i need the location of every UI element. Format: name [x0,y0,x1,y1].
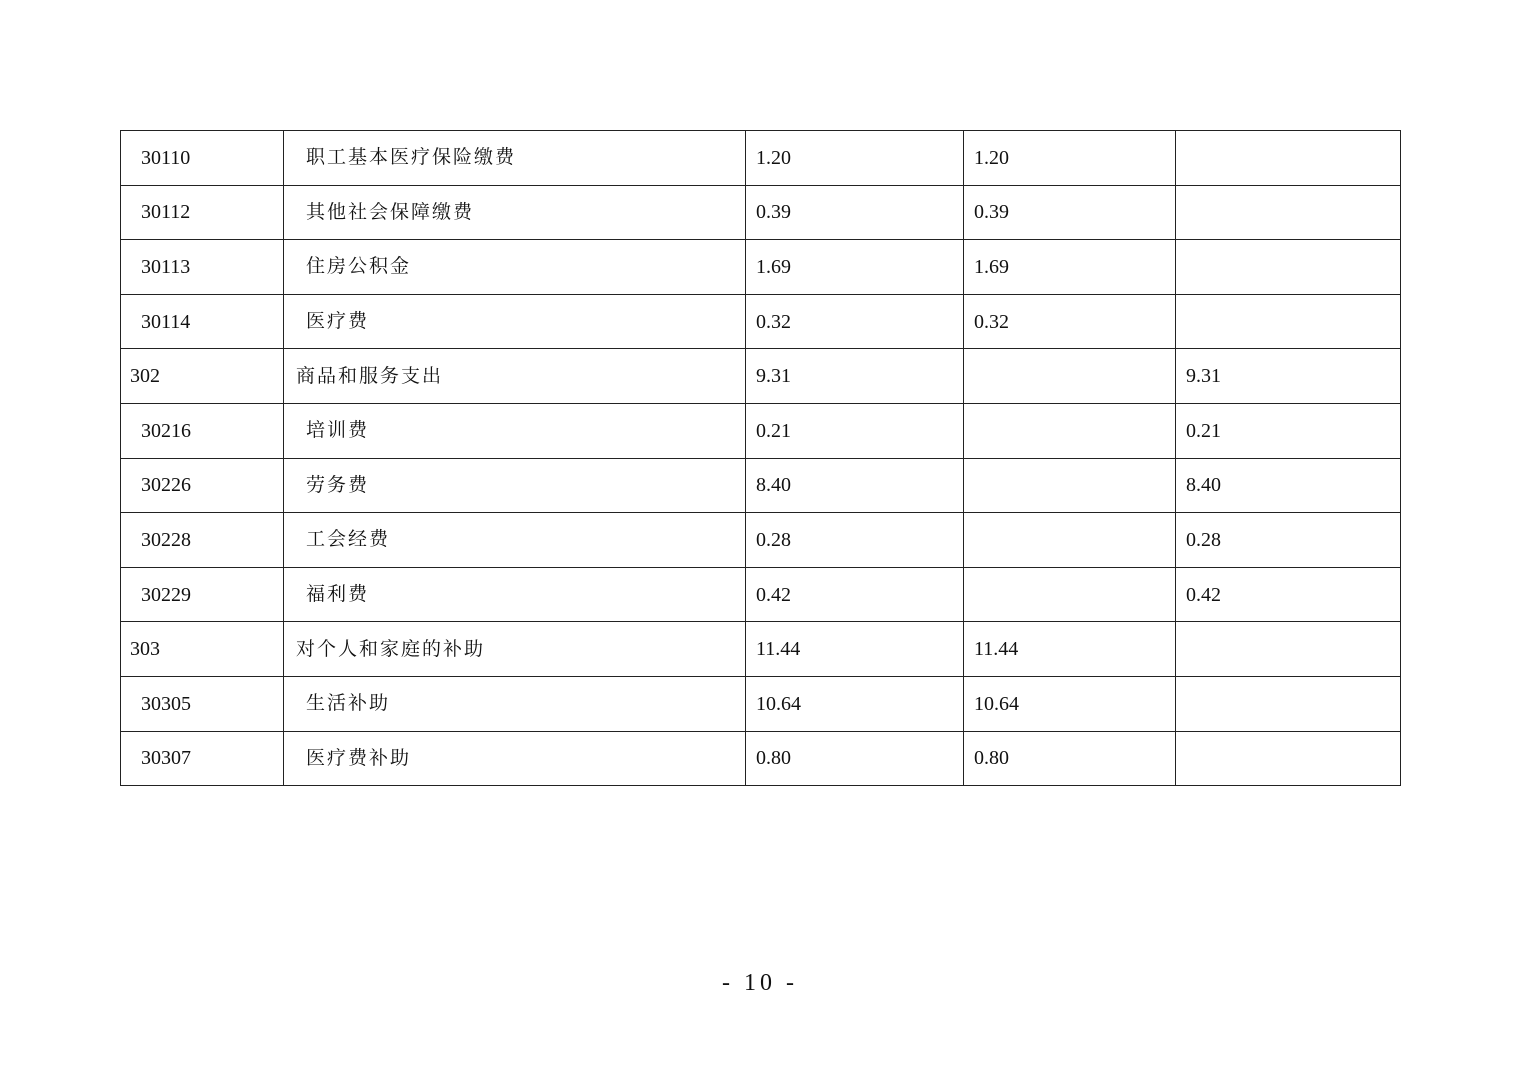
item-name-cell: 商品和服务支出 [284,349,746,404]
economic-code-cell: 30307 [121,731,284,786]
item-name-cell: 生活补助 [284,676,746,731]
total-amount-cell: 0.39 [746,185,964,240]
total-amount-cell: 0.32 [746,294,964,349]
project-expenditure-cell [1176,676,1401,731]
item-name-cell: 对个人和家庭的补助 [284,622,746,677]
basic-expenditure-cell: 0.39 [964,185,1176,240]
project-expenditure-cell [1176,294,1401,349]
item-name-cell: 工会经费 [284,513,746,568]
total-amount-cell: 0.80 [746,731,964,786]
total-amount-cell: 11.44 [746,622,964,677]
economic-code-cell: 30110 [121,131,284,186]
page-number: - 10 - [722,970,798,996]
economic-code-cell: 303 [121,622,284,677]
basic-expenditure-cell [964,349,1176,404]
table-row [121,458,1401,513]
project-expenditure-cell [1176,240,1401,295]
economic-code-cell: 30113 [121,240,284,295]
project-expenditure-cell: 9.31 [1176,349,1401,404]
total-amount-cell: 1.20 [746,131,964,186]
economic-code-cell: 302 [121,349,284,404]
basic-expenditure-cell: 10.64 [964,676,1176,731]
economic-code-cell: 30114 [121,294,284,349]
table-row [121,294,1401,349]
basic-expenditure-cell: 1.69 [964,240,1176,295]
economic-code-cell: 30229 [121,567,284,622]
total-amount-cell: 0.28 [746,513,964,568]
table-body [121,131,1401,786]
total-amount-cell: 8.40 [746,458,964,513]
item-name-cell: 住房公积金 [284,240,746,295]
item-name-cell: 医疗费补助 [284,731,746,786]
table-row [121,731,1401,786]
economic-code-cell: 30216 [121,403,284,458]
total-amount-cell: 9.31 [746,349,964,404]
item-name-cell: 培训费 [284,403,746,458]
table-row [121,622,1401,677]
table-row [121,403,1401,458]
basic-expenditure-cell: 11.44 [964,622,1176,677]
basic-expenditure-cell [964,567,1176,622]
table-row [121,240,1401,295]
table-row [121,567,1401,622]
basic-expenditure-cell: 0.32 [964,294,1176,349]
project-expenditure-cell: 0.42 [1176,567,1401,622]
table-row [121,513,1401,568]
project-expenditure-cell: 0.28 [1176,513,1401,568]
economic-code-cell: 30112 [121,185,284,240]
table-row [121,349,1401,404]
item-name-cell: 劳务费 [284,458,746,513]
table-row [121,131,1401,186]
table-row [121,185,1401,240]
economic-code-cell: 30226 [121,458,284,513]
item-name-cell: 福利费 [284,567,746,622]
project-expenditure-cell [1176,185,1401,240]
item-name-cell: 其他社会保障缴费 [284,185,746,240]
basic-expenditure-cell [964,403,1176,458]
table-row [121,676,1401,731]
project-expenditure-cell [1176,622,1401,677]
item-name-cell: 医疗费 [284,294,746,349]
item-name-cell: 职工基本医疗保险缴费 [284,131,746,186]
project-expenditure-cell: 8.40 [1176,458,1401,513]
basic-expenditure-cell [964,458,1176,513]
basic-expenditure-cell: 0.80 [964,731,1176,786]
economic-code-cell: 30305 [121,676,284,731]
total-amount-cell: 0.42 [746,567,964,622]
total-amount-cell: 10.64 [746,676,964,731]
basic-expenditure-cell: 1.20 [964,131,1176,186]
project-expenditure-cell [1176,731,1401,786]
economic-code-cell: 30228 [121,513,284,568]
project-expenditure-cell: 0.21 [1176,403,1401,458]
budget-table [120,130,1401,786]
total-amount-cell: 1.69 [746,240,964,295]
total-amount-cell: 0.21 [746,403,964,458]
project-expenditure-cell [1176,131,1401,186]
basic-expenditure-cell [964,513,1176,568]
